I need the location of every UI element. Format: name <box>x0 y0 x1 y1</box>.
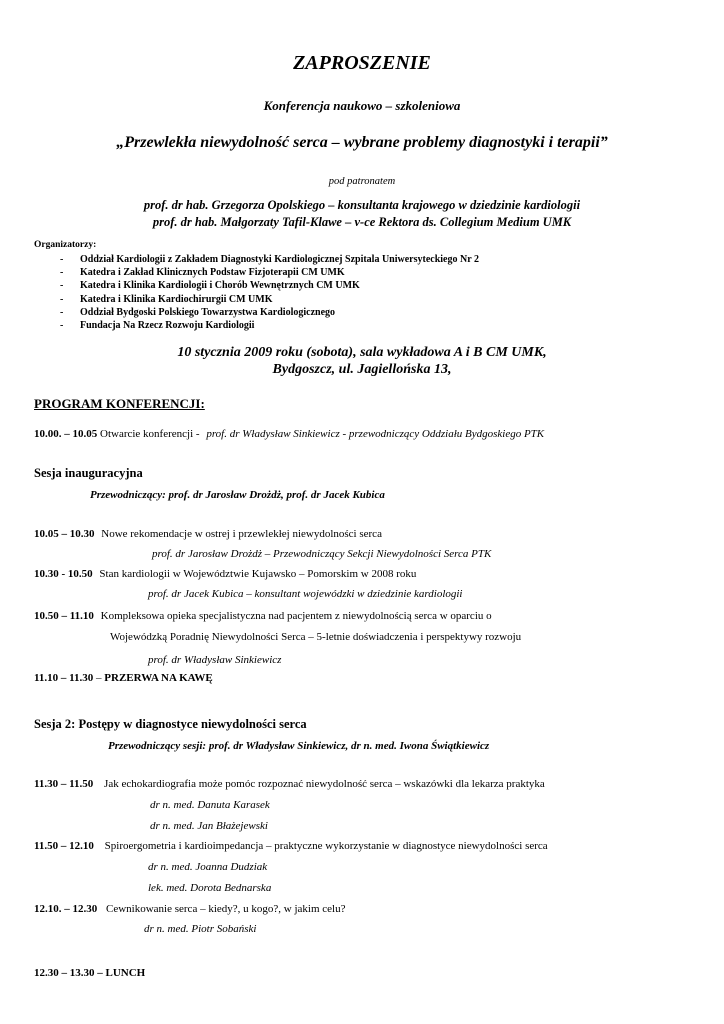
talk-speaker: prof. dr Jacek Kubica – konsultant wojewódzki w dziedzinie kardiologii <box>148 588 463 600</box>
list-item <box>60 293 479 306</box>
talk-time: 10.05 – 10.30 <box>34 528 95 540</box>
list-dash: - <box>60 293 64 305</box>
talk-title: Cewnikowanie serca – kiedy?, u kogo?, w jakim celu? <box>106 903 346 915</box>
talk-speaker: dr n. med. Joanna Dudziak <box>148 861 268 873</box>
talk-title: Kompleksowa opieka specjalistyczna nad pacjentem z niewydolnością serca w oparciu o <box>100 610 492 622</box>
talk-time: 11.30 – 11.50 <box>34 778 94 790</box>
talk-title: Otwarcie konferencji - <box>100 428 200 440</box>
talk-time: 10.00. – 10.05 <box>34 428 98 440</box>
break-row <box>34 672 213 684</box>
page-title: ZAPROSZENIE <box>293 52 431 74</box>
opening-row <box>34 428 544 440</box>
talk-speaker: dr n. med. Jan Błażejewski <box>150 820 268 832</box>
organizer-name: Fundacja Na Rzecz Rozwoju Kardiologii <box>80 319 255 331</box>
organizer-name: Katedra i Zakład Klinicznych Podstaw Fizjoterapii CM UMK <box>80 267 345 279</box>
session-title: Sesja 2: Postępy w diagnostyce niewydolności serca <box>34 717 307 731</box>
talk-speaker: prof. dr Władysław Sinkiewicz - przewodniczący Oddziału Bydgoskiego PTK <box>206 428 545 440</box>
break-time: 11.10 – 11.30 <box>34 672 94 684</box>
talk-row <box>34 610 492 622</box>
talk-row <box>34 840 548 852</box>
patron-line: prof. dr hab. Grzegorza Opolskiego – konsultanta krajowego w dziedzinie kardiologii <box>143 198 581 212</box>
list-item <box>60 319 479 332</box>
conference-type: Konferencja naukowo – szkoleniowa <box>263 98 461 113</box>
list-dash: - <box>60 306 64 318</box>
organizer-name: Oddział Bydgoski Polskiego Towarzystwa Kardiologicznego <box>80 306 336 318</box>
venue-address: Bydgoszcz, ul. Jagiellońska 13, <box>272 362 452 377</box>
list-dash: - <box>60 319 64 331</box>
talk-row <box>34 528 382 540</box>
talk-time: 10.50 – 11.10 <box>34 610 94 622</box>
talk-time: 12.10. – 12.30 <box>34 903 98 915</box>
organizer-name: Oddział Kardiologii z Zakładem Diagnostyki Kardiologicznej Szpitala Uniwersyteckiego Nr 2 <box>80 254 479 265</box>
talk-title: Stan kardiologii w Województwie Kujawsko – Pomorskim w 2008 roku <box>99 568 417 580</box>
list-item <box>60 279 479 292</box>
talk-row <box>34 903 345 915</box>
talk-speaker: prof. dr Władysław Sinkiewicz <box>148 654 282 666</box>
talk-speaker: dr n. med. Danuta Karasek <box>150 799 270 811</box>
venue-date: 10 stycznia 2009 roku (sobota), sala wykładowa A i B CM UMK, <box>177 345 547 360</box>
talk-title: Nowe rekomendacje w ostrej i przewlekłej niewydolności serca <box>101 528 382 540</box>
talk-time: 11.50 – 12.10 <box>34 840 94 852</box>
session-title: Sesja inauguracyjna <box>34 466 143 480</box>
session-chairs: Przewodniczący sesji: prof. dr Władysław Sinkiewicz, dr n. med. Iwona Świątkiewicz <box>108 740 490 752</box>
list-dash: - <box>60 280 64 292</box>
conference-name: „Przewlekła niewydolność serca – wybrane problemy diagnostyki i terapii” <box>116 134 608 151</box>
organizer-name: Katedra i Klinika Kardiochirurgii CM UMK <box>80 293 273 305</box>
talk-row <box>34 778 545 790</box>
lunch-row: 12.30 – 13.30 – LUNCH <box>34 967 146 979</box>
patronage-label: pod patronatem <box>328 176 396 187</box>
talk-time: 10.30 - 10.50 <box>34 568 93 580</box>
list-item <box>60 266 479 279</box>
talk-speaker: prof. dr Jarosław Drożdż – Przewodniczący Sekcji Niewydolności Serca PTK <box>152 548 492 560</box>
list-item <box>60 253 479 266</box>
organizers-label: Organizatorzy: <box>34 240 97 250</box>
list-dash: - <box>60 254 64 265</box>
talk-title-continued: Wojewódzką Poradnię Niewydolności Serca – 5-letnie doświadczenia i perspektywy rozwoju <box>110 631 522 643</box>
organizers-list <box>60 253 479 332</box>
talk-title: Spiroergometria i kardioimpedancja – praktyczne wykorzystanie w diagnostyce niewydolności serca <box>104 840 548 852</box>
talk-title: Jak echokardiografia może pomóc rozpoznać niewydolność serca – wskazówki dla lekarza praktyka <box>104 778 545 790</box>
break-separator: – <box>96 672 102 684</box>
session-chairs: Przewodniczący: prof. dr Jarosław Drożdż, prof. dr Jacek Kubica <box>90 489 385 501</box>
list-item <box>60 306 479 319</box>
program-heading: PROGRAM KONFERENCJI: <box>34 396 205 411</box>
patron-line: prof. dr hab. Małgorzaty Tafil-Klawe – v-ce Rektora ds. Collegium Medium UMK <box>152 215 572 229</box>
list-dash: - <box>60 267 64 279</box>
break-label: PRZERWA NA KAWĘ <box>104 672 213 684</box>
talk-row <box>34 568 416 580</box>
organizer-name: Katedra i Klinika Kardiologii i Chorób Wewnętrznych CM UMK <box>80 280 360 292</box>
talk-speaker: dr n. med. Piotr Sobański <box>144 923 257 935</box>
talk-speaker: lek. med. Dorota Bednarska <box>148 882 272 894</box>
